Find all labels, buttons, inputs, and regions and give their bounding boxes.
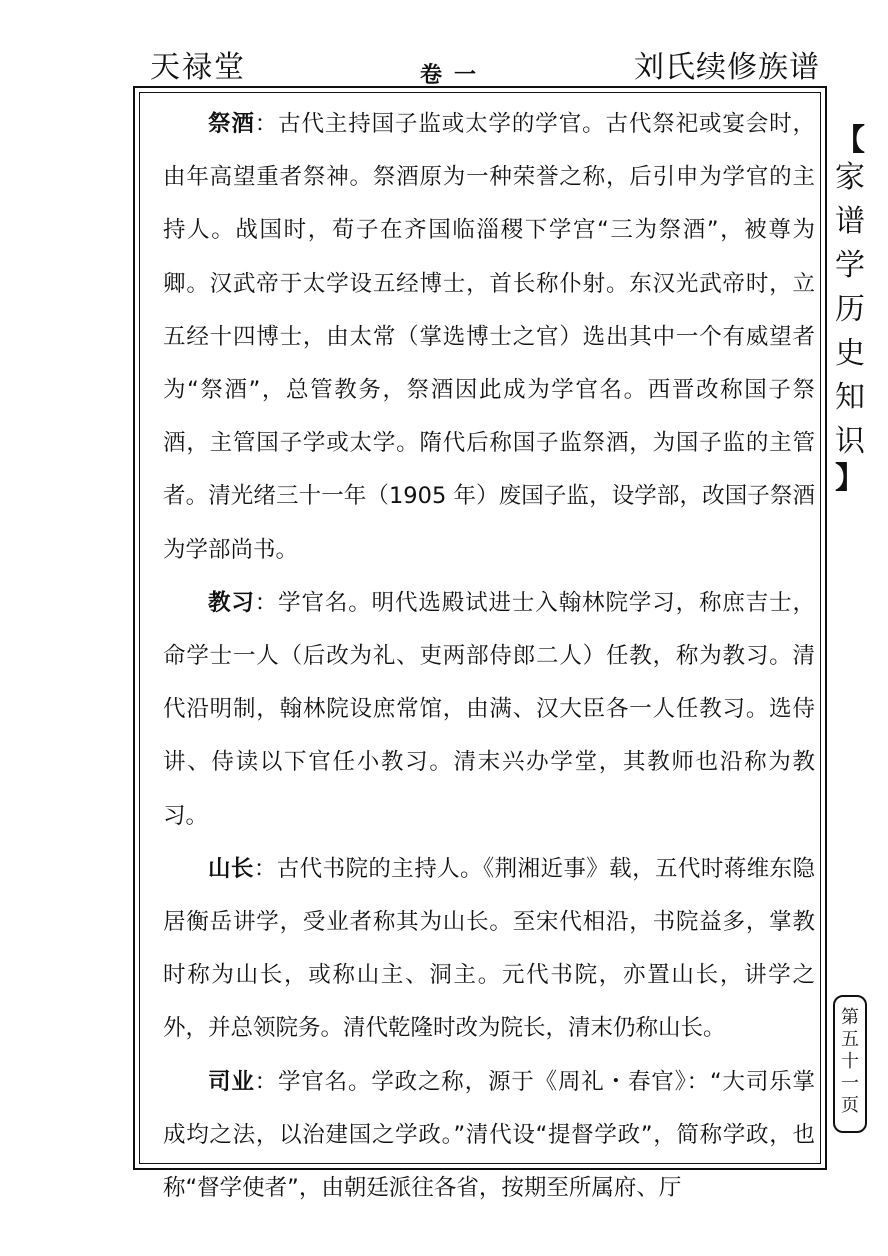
header-volume: 卷一 xyxy=(420,62,489,88)
bracket-close: 】 xyxy=(835,461,865,496)
page-number-tab xyxy=(833,995,867,1133)
side-title-char: 知 xyxy=(835,380,865,415)
page-number-char: 五 xyxy=(841,1029,859,1050)
entry-text: ：学官名。学政之称，源于《周礼・春官》：“大司乐掌成均之法，以治建国之学政。”清代设“提督学政”，简称学政，也称“督学使者”，由朝廷派往各省，按期至所属府、厅 xyxy=(163,1068,815,1202)
side-title-char: 谱 xyxy=(835,204,865,239)
entry-term: 山长 xyxy=(208,855,254,882)
page-number-char: 十 xyxy=(841,1051,859,1072)
side-title-char: 史 xyxy=(835,336,865,371)
side-title-char: 历 xyxy=(835,292,865,327)
entry-jiaoxi xyxy=(163,577,815,843)
entry-text: ：古代书院的主持人。《荆湘近事》载，五代时蒋维东隐居衡岳讲学，受业者称其为山长。至宋代相沿，书院益多，掌教时称为山长，或称山主、洞主。元代书院，亦置山长，讲学之外，并总领院务。清代乾隆时改为院长，清末仍称山长。 xyxy=(163,855,815,1042)
entry-text: ：学官名。明代选殿试进士入翰林院学习，称庶吉士，命学士一人（后改为礼、吏两部侍郎二人）任教，称为教习。清代沿明制，翰林院设庶常馆，由满、汉大臣各一人任教习。选侍讲、侍读以下官任小教习。清末兴办学堂，其教师也沿称为教习。 xyxy=(163,589,815,829)
body-text xyxy=(163,98,815,1215)
page-number-char: 一 xyxy=(841,1073,859,1094)
entry-term: 祭酒 xyxy=(208,111,255,137)
entry-text: ：古代主持国子监或太学的学官。古代祭祀或宴会时，由年高望重者祭神。祭酒原为一种荣誉之称，后引申为学官的主持人。战国时，荀子在齐国临淄稷下学宫“三为祭酒”，被尊为卿。汉武帝于太学设五经博士，首长称仆射。东汉光武帝时，立五经十四博士，由太常（掌选博士之官）选出其中一个有威望者为“祭酒”，总管教务，祭酒因此成为学官名。西晋改称国子祭酒，主管国子学或太学。隋代后称国子监祭酒，为国子监的主管者。清光绪三十一年（1905 年）废国子监，设学部，改国子祭酒为学部尚书。 xyxy=(163,111,815,563)
side-title-char: 家 xyxy=(835,160,865,195)
header-hall-name: 天禄堂 xyxy=(150,50,246,85)
entry-jijiu xyxy=(163,98,815,577)
entry-term: 教习 xyxy=(208,589,255,616)
bracket-open: 【 xyxy=(835,123,865,158)
side-title-char: 识 xyxy=(835,424,865,459)
header-book-title: 刘氏续修族谱 xyxy=(634,50,820,85)
entry-shanzhang xyxy=(163,843,815,1056)
entry-term: 司业 xyxy=(208,1068,255,1095)
page-number-char: 第 xyxy=(841,1007,859,1028)
side-section-title xyxy=(832,123,868,496)
entry-siye xyxy=(163,1056,815,1216)
page-number-char: 页 xyxy=(841,1095,859,1116)
side-title-char: 学 xyxy=(835,248,865,283)
